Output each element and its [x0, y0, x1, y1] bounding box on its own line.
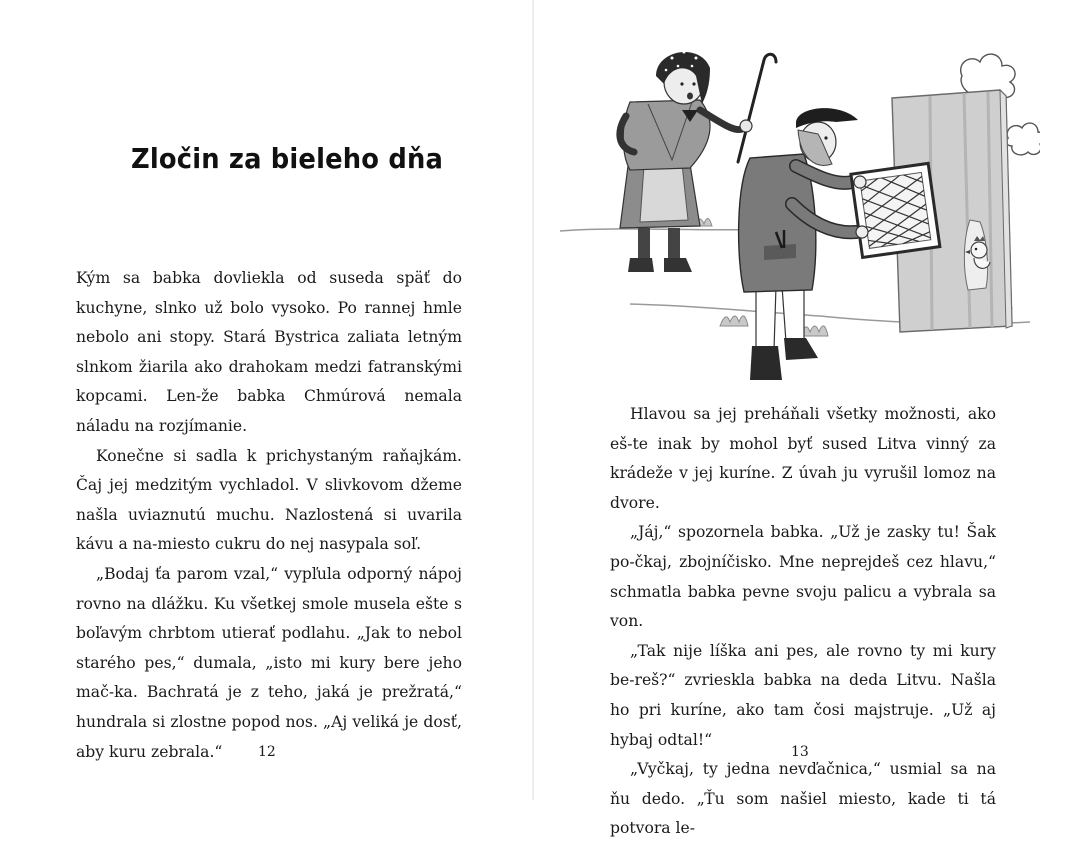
- text-line: si zlostne popod nos. „Aj veliká je dosť, aby kuru: [76, 712, 462, 761]
- paragraph: [610, 400, 996, 518]
- right-page: [533, 0, 1067, 838]
- text-line: dedo. „Ťu som našiel miesto, kade ti tá potvora le-: [610, 789, 996, 838]
- text-line: slnko už bolo vysoko. Po rannej hmle nebolo ani: [76, 298, 462, 347]
- left-page: [0, 0, 533, 800]
- text-line: „Jáj,“ spozornela babka. „Už je zasky tu! Šak po-: [610, 523, 996, 571]
- text-line: Hlavou sa jej preháňali všetky možnosti, ako eš-: [610, 405, 996, 453]
- text-line: „Vyčkaj, ty jedna nevďačnica,“ usmial sa na ňu: [610, 760, 996, 808]
- text-line: čkaj, zbojníčisko. Mne neprejdeš cez hlavu,“ schmatla: [610, 552, 996, 601]
- text-line: starého pes,“ dumala, „isto mi kury bere jeho mač-: [76, 653, 462, 702]
- text-line: v jej kuríne. Z úvah ju vyrušil lomoz na dvore.: [610, 464, 997, 512]
- text-line: Konečne si sadla k prichystaným raňajkám. Čaj: [76, 446, 462, 495]
- text-line: kuríne, ako tam čosi majstruje. „Už aj hybaj odtal!“: [610, 700, 996, 749]
- text-line: ako drahokam medzi fatranskými kopcami. Len-: [76, 357, 462, 406]
- text-line: Kým sa babka dovliekla od suseda späť do kuchyne,: [76, 269, 462, 317]
- text-line: zebrala.“: [151, 742, 223, 761]
- text-line: že babka Chmúrová nemala náladu na rozjímanie.: [76, 387, 463, 435]
- paragraph: [76, 442, 462, 560]
- text-line: stopy. Stará Bystrica zaliata letným slnkom žiarila: [76, 328, 462, 376]
- text-line: reš?“ zvrieskla babka na deda Litvu. Našla ho pri: [610, 671, 996, 719]
- paragraph: [76, 264, 462, 442]
- illustration-grandma-and-grandpa-at-henhouse-icon: [560, 36, 1040, 386]
- text-line: babka pevne svoju palicu a vybrala sa von.: [610, 582, 996, 631]
- text-line: jej medzitým vychladol. V slivkovom džeme našla: [76, 476, 462, 524]
- text-line: te inak by mohol byť sused Litva vinný za krádeže: [610, 434, 996, 483]
- paragraph: [76, 560, 462, 767]
- text-line: miesto cukru do nej nasypala soľ.: [157, 535, 422, 554]
- paragraph: [610, 637, 996, 755]
- right-page-text: [610, 400, 996, 844]
- text-line: ka. Bachratá je z teho, jaká je prežratá,“ hundrala: [76, 683, 462, 731]
- left-page-text: [76, 264, 462, 767]
- chapter-title: Zločin za bieleho dňa: [131, 142, 444, 175]
- text-line: s boľavým chrbtom utierať podlahu. „Jak to nebol: [76, 594, 462, 643]
- page-number: 12: [258, 744, 276, 760]
- text-line: „Bodaj ťa parom vzal,“ vypľula odporný nápoj: [96, 564, 462, 583]
- text-line: „Tak nije líška ani pes, ale rovno ty mi kury be-: [610, 641, 996, 690]
- text-line: rovno na dlážku. Ku všetkej smole musela ešte: [76, 594, 454, 613]
- text-line: uviaznutú muchu. Nazlostená si uvarila kávu a na-: [76, 505, 462, 554]
- page-number: 13: [791, 744, 809, 760]
- paragraph: [610, 518, 996, 636]
